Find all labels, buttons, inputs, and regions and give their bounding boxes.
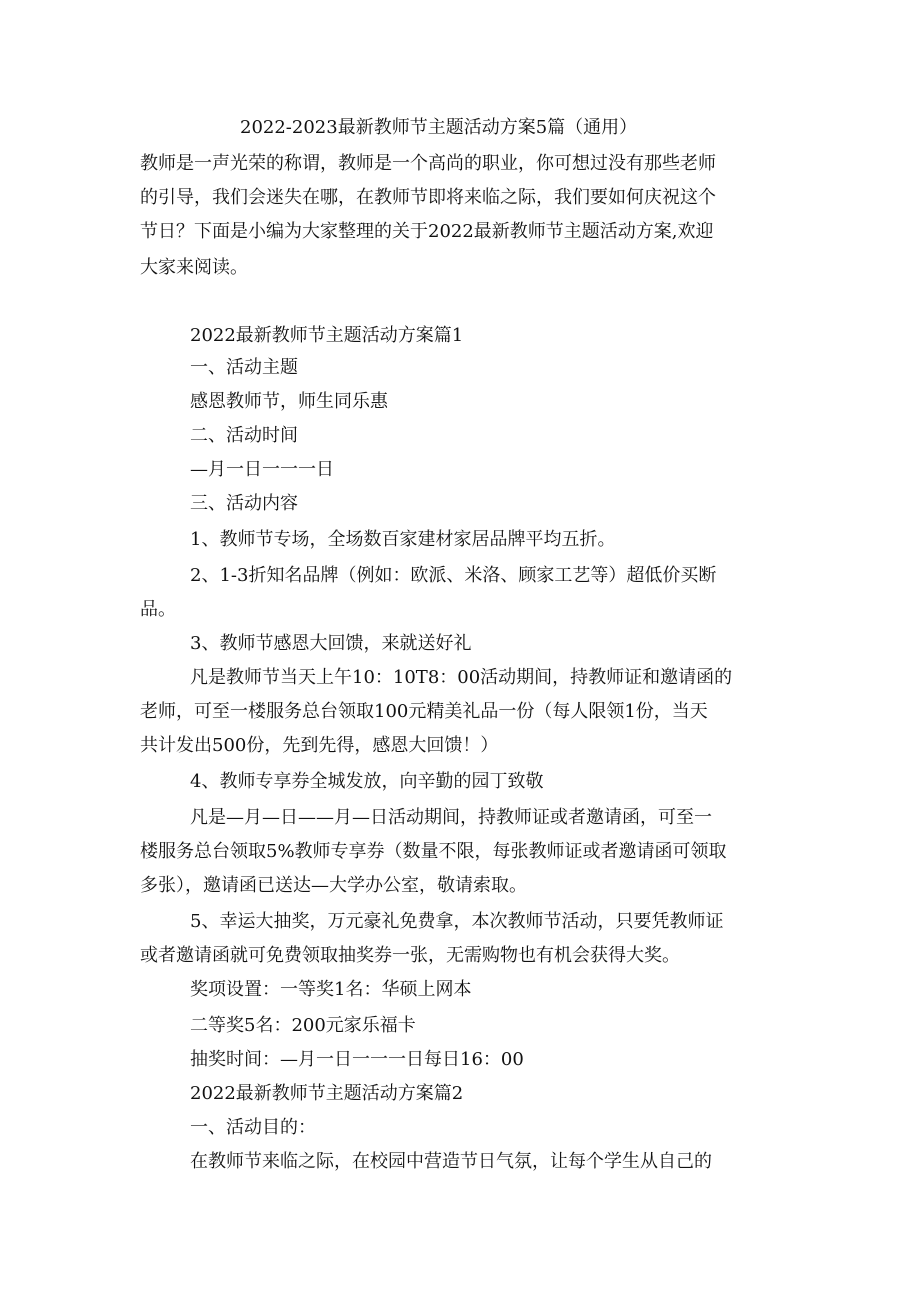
paragraph-line: 一、活动主题 <box>190 357 298 378</box>
paragraph-line: 凡是—月—日——月—日活动期间，持教师证或者邀请函，可至一 <box>190 807 712 828</box>
paragraph-line: 二、活动时间 <box>190 425 298 446</box>
paragraph-line: 4、教师专享券全城发放，向辛勤的园丁致敬 <box>190 771 544 792</box>
paragraph-line: 三、活动内容 <box>190 493 298 514</box>
paragraph-line: 共计发出500份，先到先得，感恩大回馈！） <box>140 735 499 756</box>
paragraph-line: 多张），邀请函已送达—大学办公室，敬请索取。 <box>140 875 527 896</box>
section-heading: 2022最新教师节主题活动方案篇2 <box>190 1083 464 1104</box>
paragraph-line: 教师是一声光荣的称谓，教师是一个高尚的职业，你可想过没有那些老师 <box>140 153 716 174</box>
paragraph-line: 2、1-3折知名品牌（例如：欧派、米洛、顾家工艺等）超低价买断 <box>190 565 717 586</box>
paragraph-line: 5、幸运大抽奖，万元豪礼免费拿，本次教师节活动，只要凭教师证 <box>190 911 724 932</box>
paragraph-line: 或者邀请函就可免费领取抽奖券一张，无需购物也有机会获得大奖。 <box>140 945 680 966</box>
paragraph-line: 在教师节来临之际，在校园中营造节日气氛，让每个学生从自己的 <box>190 1151 712 1172</box>
paragraph-line: —月一日一一一日 <box>190 459 334 480</box>
paragraph-line: 节日？下面是小编为大家整理的关于2022最新教师节主题活动方案,欢迎 <box>140 221 714 242</box>
paragraph-line: 感恩教师节，师生同乐惠 <box>190 391 388 412</box>
paragraph-line: 3、教师节感恩大回馈，来就送好礼 <box>190 633 472 654</box>
paragraph-line: 凡是教师节当天上午10：10T8：00活动期间，持教师证和邀请函的 <box>190 667 733 688</box>
paragraph-line: 的引导，我们会迷失在哪，在教师节即将来临之际，我们要如何庆祝这个 <box>140 187 716 208</box>
paragraph-line: 二等奖5名：200元家乐福卡 <box>190 1015 416 1036</box>
paragraph-line: 品。 <box>140 599 176 620</box>
paragraph-line: 1、教师节专场，全场数百家建材家居品牌平均五折。 <box>190 529 616 550</box>
paragraph-line: 奖项设置：一等奖1名：华硕上网本 <box>190 979 472 1000</box>
section-heading: 2022最新教师节主题活动方案篇1 <box>190 325 464 346</box>
paragraph-line: 老师，可至一楼服务总台领取100元精美礼品一份（每人限领1份，当天 <box>140 701 708 722</box>
paragraph-line: 抽奖时间：—月一日一一一日每日16：00 <box>190 1049 524 1070</box>
paragraph-line: 楼服务总台领取5%教师专享券（数量不限，每张教师证或者邀请函可领取 <box>140 841 727 862</box>
paragraph-line: 一、活动目的： <box>190 1117 316 1138</box>
paragraph-line: 大家来阅读。 <box>140 257 248 278</box>
document-title: 2022-2023最新教师节主题活动方案5篇（通用） <box>240 117 638 138</box>
